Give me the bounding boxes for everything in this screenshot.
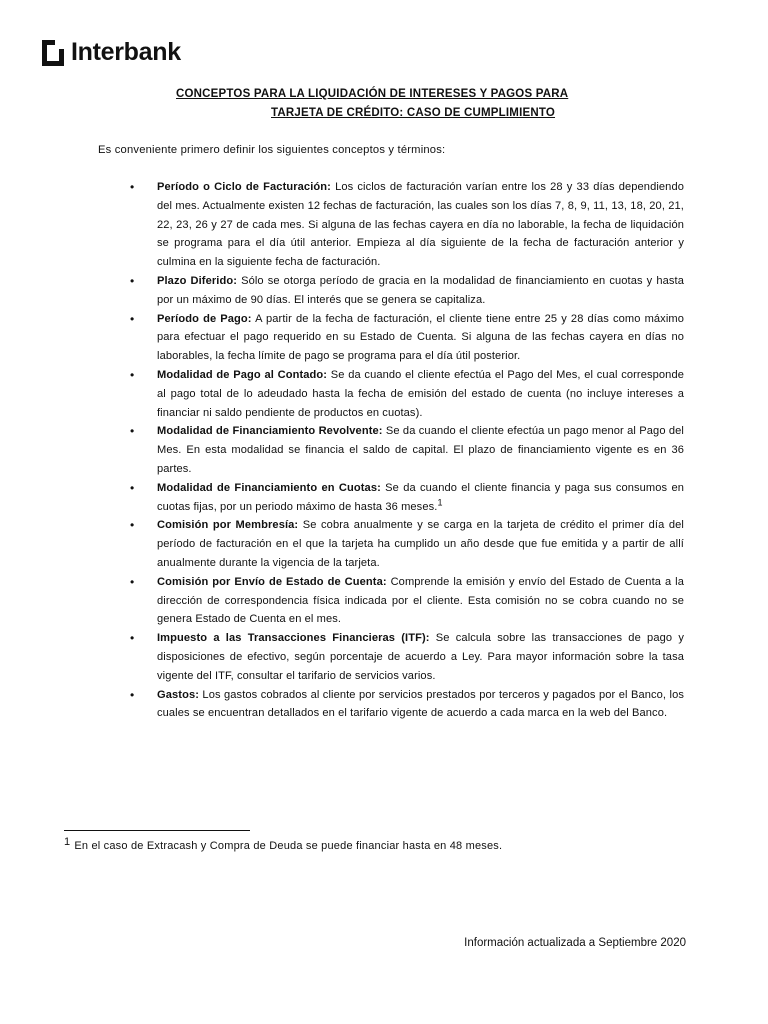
interbank-logo-icon xyxy=(42,40,64,66)
bullet-icon: • xyxy=(130,518,135,533)
term-definition: Se calcula sobre las transacciones de pago y disposiciones de efectivo, según porcentaje de acuerdo a Ley. Para mayor información sobre la tasa vigente del ITF, consultar el tarifario de servicios varios. xyxy=(157,632,684,682)
bullet-icon: • xyxy=(130,311,135,326)
term-definition: A partir de la fecha de facturación, el cliente tiene entre 25 y 28 días como máximo para efectuar el pago requerido en su Estado de Cuenta. Si alguna de las fechas cayera en días no laborables, la fecha límite de pago se programa para el día útil posterior. xyxy=(157,312,684,363)
document-title-line-1: CONCEPTOS PARA LA LIQUIDACIÓN DE INTERESES Y PAGOS PARA xyxy=(176,88,569,100)
term-name: Gastos: xyxy=(157,688,200,701)
list-item xyxy=(130,366,684,422)
list-item xyxy=(130,516,684,572)
list-item xyxy=(130,479,684,517)
terms-list xyxy=(130,178,684,723)
term-definition: Los ciclos de facturación varían entre los 28 y 33 días dependiendo del mes. Actualmente existen 12 fechas de facturación, las cuales son los días 7, 8, 9, 11, 13, 18, 20, 21, 22, 23, 26 y 27 de cada mes. Si alguna de las fechas cayera en día no laborable, la fecha de liquidación se programa para el día útil anterior. Empieza al día siguiente de la fecha de facturación anterior y culmina en la siguiente fecha de facturación. xyxy=(157,181,684,269)
list-item xyxy=(130,422,684,478)
term-definition: Se da cuando el cliente financia y paga sus consumos en cuotas fijas, por un periodo máximo de hasta 36 meses. xyxy=(157,481,684,513)
term-name: Modalidad de Pago al Contado: xyxy=(157,368,328,381)
term-definition: Se da cuando el cliente efectúa un pago menor al Pago del Mes. En esta modalidad se financia el saldo de capital. El plazo de financiamiento vigente es en 36 partes. xyxy=(157,425,684,475)
term-name: Modalidad de Financiamiento Revolvente: xyxy=(157,425,383,438)
bullet-icon: • xyxy=(130,424,135,439)
term-name: Comisión por Membresía: xyxy=(157,519,299,532)
list-item xyxy=(130,272,684,310)
term-name: Impuesto a las Transacciones Financieras (ITF): xyxy=(157,632,430,645)
footnote xyxy=(64,836,503,852)
term-name: Modalidad de Financiamiento en Cuotas: xyxy=(157,481,381,494)
term-name: Período o Ciclo de Facturación: xyxy=(157,181,331,193)
update-date-footer: Información actualizada a Septiembre 2020 xyxy=(464,937,686,949)
term-name: Plazo Diferido: xyxy=(157,274,238,287)
bullet-icon: • xyxy=(130,574,135,589)
term-definition: Comprende la emisión y envío del Estado de Cuenta a la dirección de correspondencia física indicada por el cliente. Esta comisión no se cobra cuando no se genera Estado de Cuenta en el mes. xyxy=(157,575,684,626)
list-item xyxy=(130,310,684,366)
bullet-icon: • xyxy=(130,367,135,382)
logo-text: Interbank xyxy=(71,38,181,66)
term-definition: Los gastos cobrados al cliente por servicios prestados por terceros y pagados por el Banco, los cuales se encuentran detallados en el tarifario vigente de acuerdo a cada marca en la web del Banco. xyxy=(157,688,684,720)
document-title-line-2: TARJETA DE CRÉDITO: CASO DE CUMPLIMIENTO xyxy=(271,107,556,119)
bullet-icon: • xyxy=(130,180,135,194)
bullet-icon: • xyxy=(130,273,135,288)
bullet-icon: • xyxy=(130,480,135,495)
footnote-text: En el caso de Extracash y Compra de Deuda se puede financiar hasta en 48 meses. xyxy=(74,840,503,852)
bullet-icon: • xyxy=(130,687,135,702)
intro-paragraph: Es conveniente primero definir los siguientes conceptos y términos: xyxy=(98,144,446,156)
list-item xyxy=(130,629,684,685)
interbank-logo xyxy=(42,38,181,67)
term-definition: Se da cuando el cliente efectúa el Pago del Mes, el cual corresponde al pago total de lo adeudado hasta la fecha de emisión del estado de cuenta (no incluye intereses a financiar ni saldo pendiente de productos en cuotas). xyxy=(157,368,684,419)
list-item xyxy=(130,686,684,724)
term-name: Período de Pago: xyxy=(157,312,252,325)
term-definition: Sólo se otorga período de gracia en la modalidad de financiamiento en cuotas y hasta por un máximo de 90 días. El interés que se genera se capitaliza. xyxy=(157,274,684,306)
term-definition: Se cobra anualmente y se carga en la tarjeta de crédito el primer día del período de facturación en el que la tarjeta ha cumplido un año desde que fue emitida y a partir de allí anualmente durante la vigencia de la tarjeta. xyxy=(157,519,685,569)
footnote-number: 1 xyxy=(64,836,71,848)
footnote-reference: 1 xyxy=(437,496,443,507)
list-item xyxy=(130,178,684,272)
term-name: Comisión por Envío de Estado de Cuenta: xyxy=(157,575,387,588)
list-item xyxy=(130,573,684,629)
bullet-icon: • xyxy=(130,631,135,646)
footnote-divider xyxy=(64,830,250,831)
